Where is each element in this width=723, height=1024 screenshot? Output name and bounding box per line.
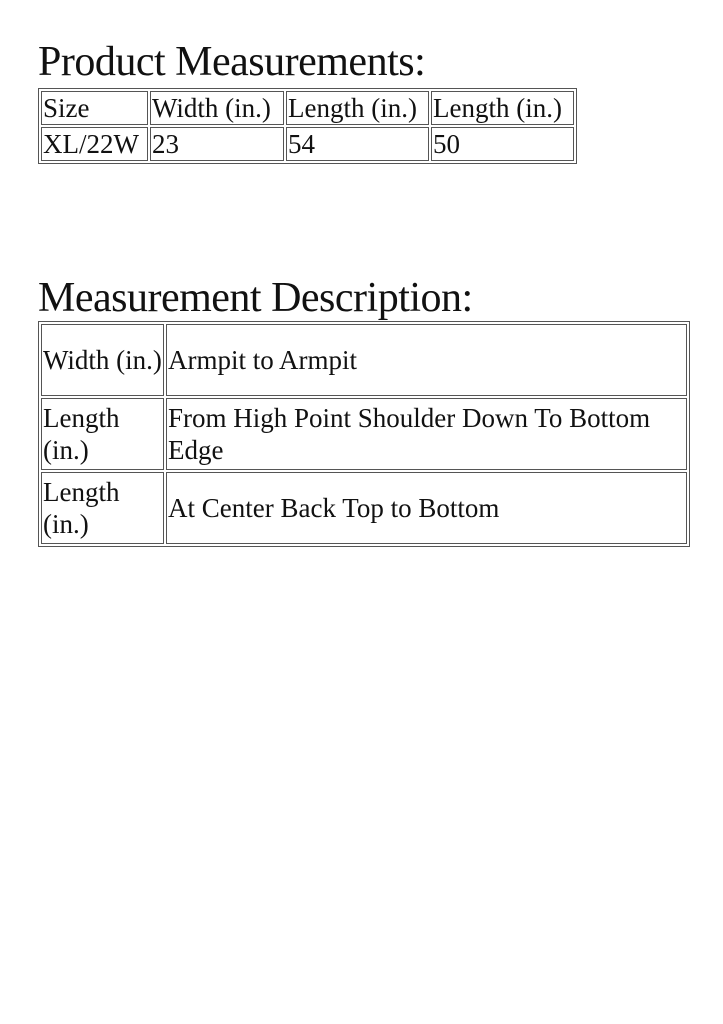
description-text: From High Point Shoulder Down To Bottom Edge bbox=[166, 398, 687, 470]
cell-length-1: 54 bbox=[286, 127, 429, 161]
table-row bbox=[41, 324, 687, 396]
table-row bbox=[41, 472, 687, 544]
description-label: Length (in.) bbox=[41, 472, 164, 544]
cell-width: 23 bbox=[150, 127, 284, 161]
table-row bbox=[41, 398, 687, 470]
cell-size: XL/22W bbox=[41, 127, 148, 161]
measurement-description-title: Measurement Description: bbox=[38, 275, 473, 321]
description-text: At Center Back Top to Bottom bbox=[166, 472, 687, 544]
description-text: Armpit to Armpit bbox=[166, 324, 687, 396]
product-measurements-table bbox=[38, 88, 577, 164]
header-length-1: Length (in.) bbox=[286, 91, 429, 125]
table-row bbox=[41, 127, 574, 161]
description-label: Length (in.) bbox=[41, 398, 164, 470]
cell-length-2: 50 bbox=[431, 127, 574, 161]
description-label: Width (in.) bbox=[41, 324, 164, 396]
header-width: Width (in.) bbox=[150, 91, 284, 125]
product-measurements-title: Product Measurements: bbox=[38, 39, 426, 85]
measurement-description-table bbox=[38, 321, 690, 547]
table-header-row bbox=[41, 91, 574, 125]
header-length-2: Length (in.) bbox=[431, 91, 574, 125]
header-size: Size bbox=[41, 91, 148, 125]
